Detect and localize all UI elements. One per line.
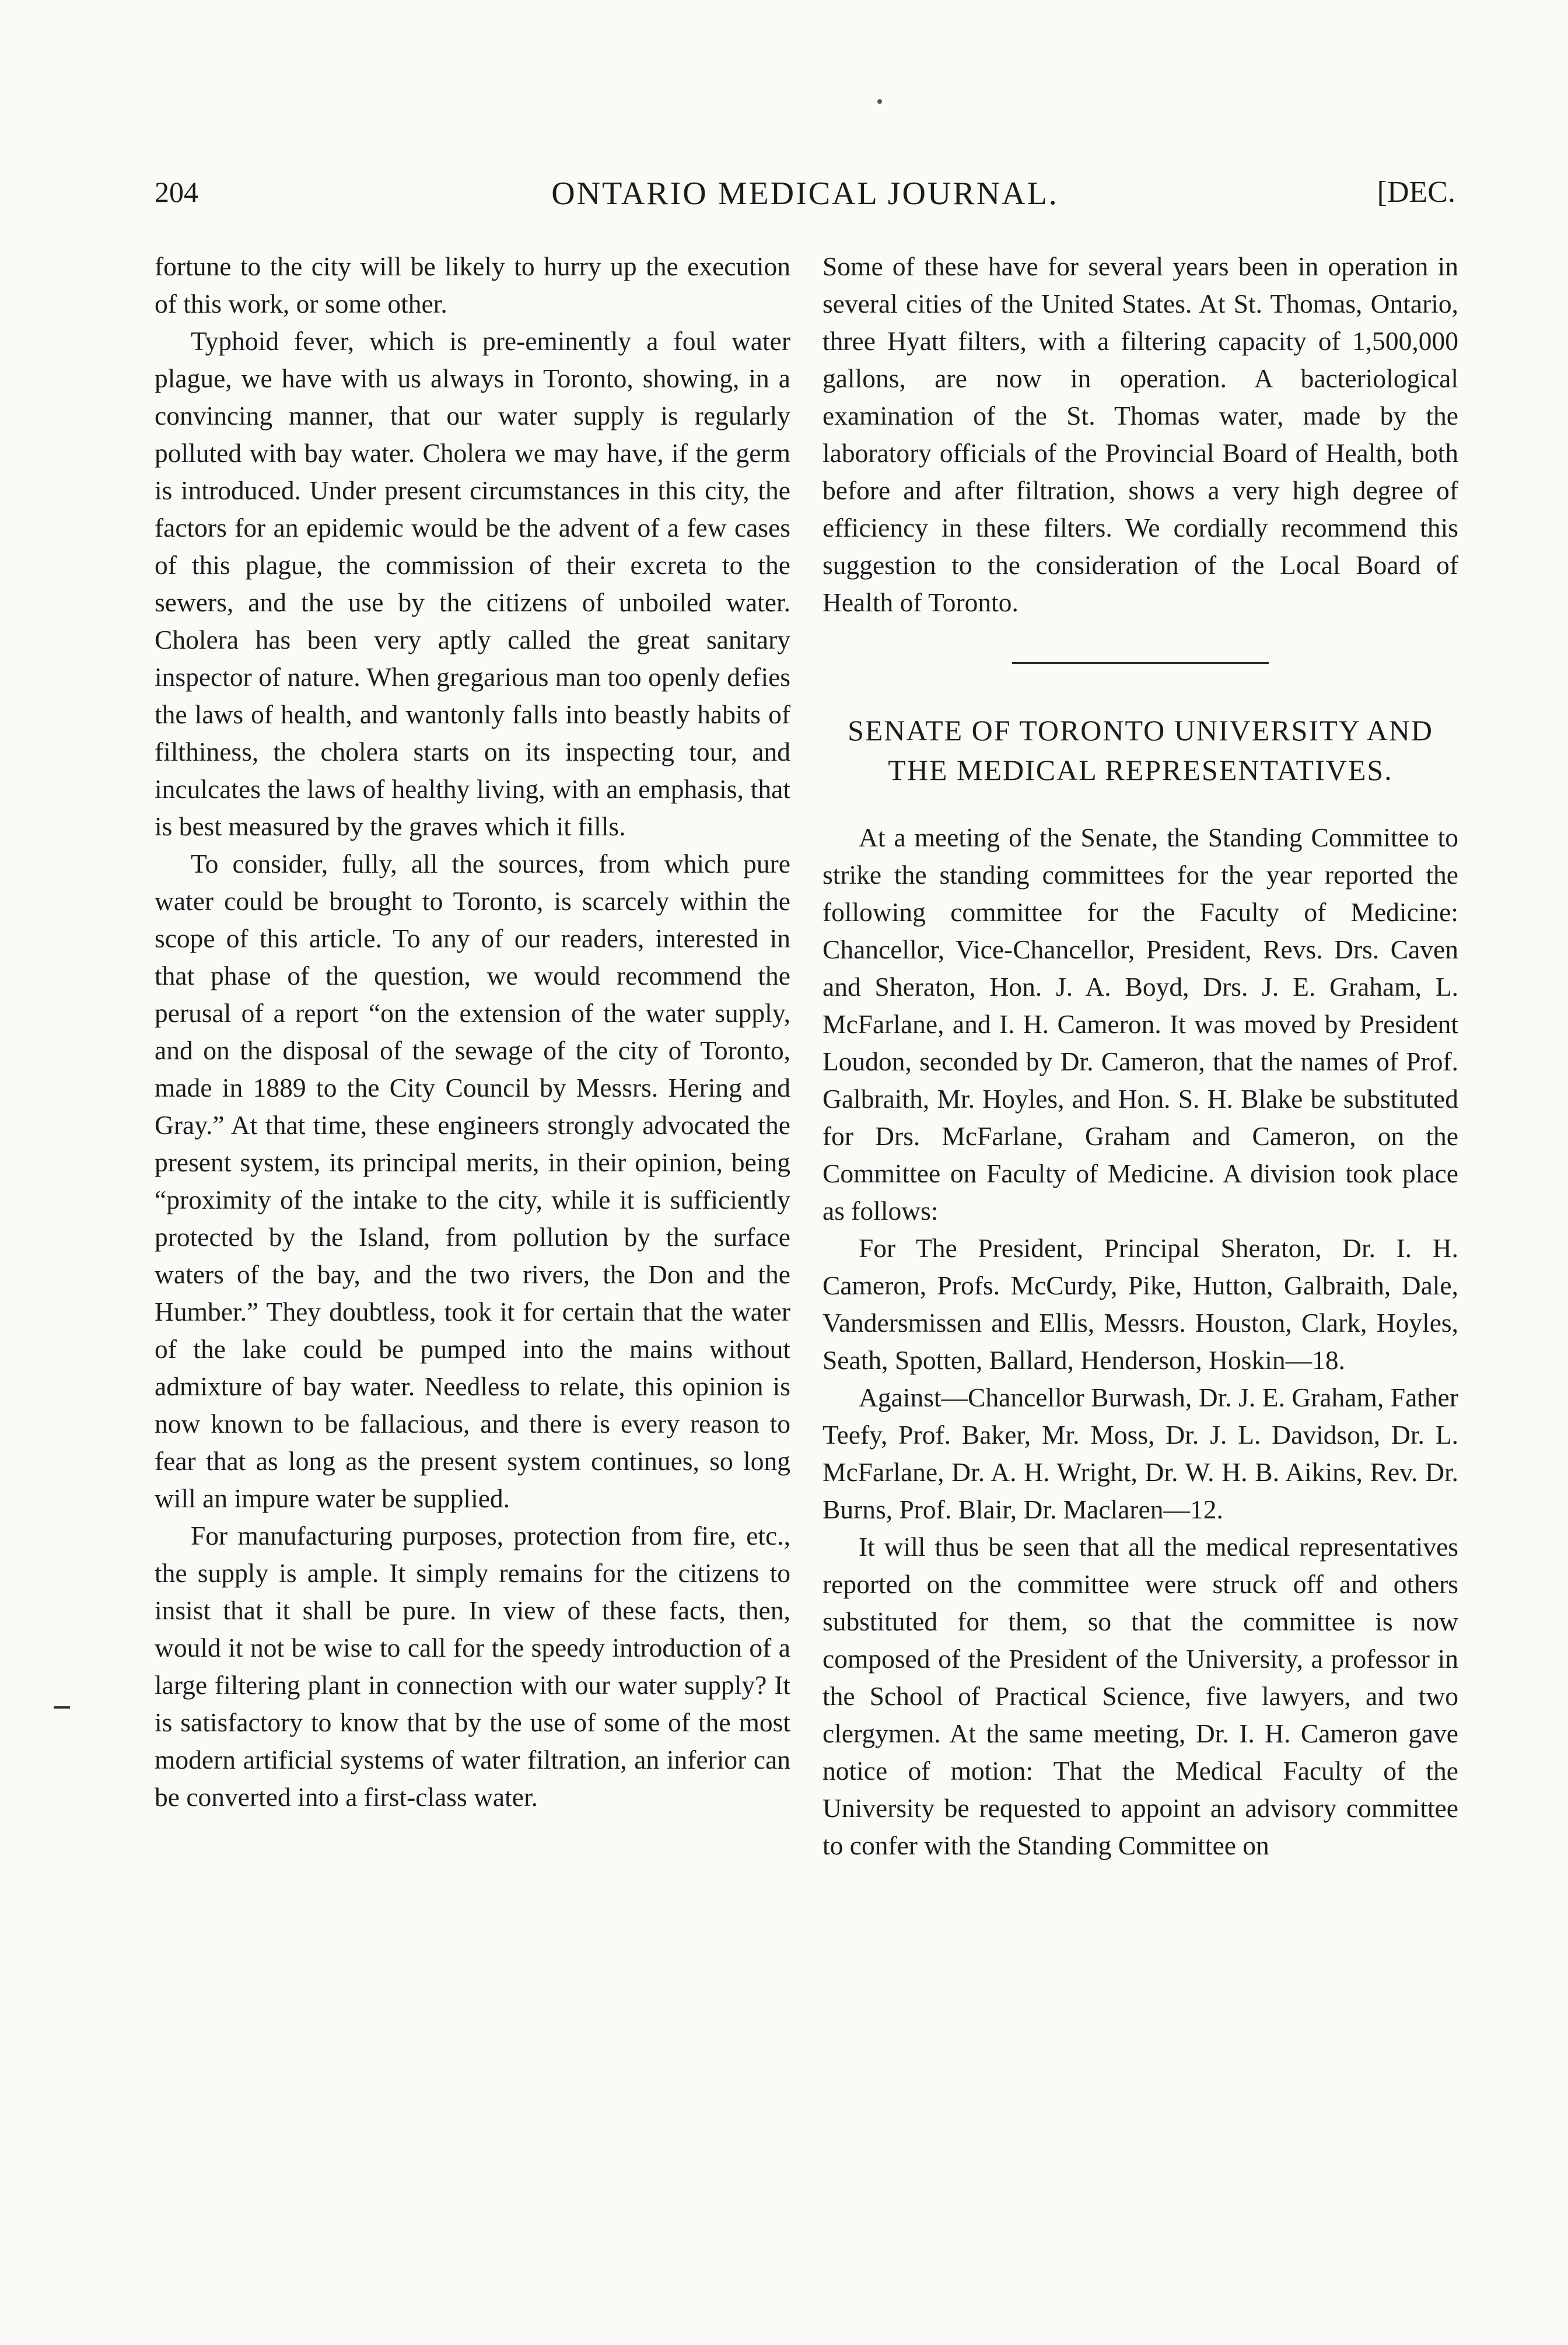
page-number: 204: [155, 176, 198, 208]
section-divider: [1012, 662, 1269, 664]
paragraph: At a meeting of the Senate, the Standing Committee to strike the standing committees for the year reported the following committee for the Faculty of Medicine: Chancellor, Vice-Chancellor, President, Revs. Drs. Caven and Sheraton, Hon. J. A. Boyd, Drs. J. E. Graham, L. McFarlane, and I. H. Cameron. It was moved by President Loudon, seconded by Dr. Cameron, that the names of Prof. Galbraith, Mr. Hoyles, and Hon. S. H. Blake be substituted for Drs. McFarlane, Graham and Cameron, on the Committee on Faculty of Medicine. A division took place as follows:: [822, 822, 1458, 1226]
margin-mark: [54, 1706, 70, 1709]
issue-month: [DEC.: [1377, 176, 1455, 209]
section-heading-line: SENATE OF TORONTO UNIVERSITY AND: [848, 714, 1433, 747]
paragraph: Against—Chancellor Burwash, Dr. J. E. Graham, Father Teefy, Prof. Baker, Mr. Moss, Dr. J. L. Davidson, Dr. L. McFarlane, Dr. A. H. Wright, Dr. W. H. B. Aikins, Rev. Dr. Burns, Prof. Blair, Dr. Maclaren—12.: [822, 1382, 1458, 1524]
paragraph: Some of these have for several years been in operation in several cities of the United States. At St. Thomas, Ontario, three Hyatt filters, with a filtering capacity of 1,500,000 gallons, are now in operation. A bacteriological examination of the St. Thomas water, made by the laboratory officials of the Provincial Board of Health, both before and after filtration, shows a very high degree of efficiency in these filters. We cordially recommend this suggestion to the consideration of the Local Board of Health of Toronto.: [822, 251, 1458, 617]
paragraph: For manufacturing purposes, protection from fire, etc., the supply is ample. It simply remains for the citizens to insist that it shall be pure. In view of these facts, then, would it not be wise to call for the speedy introduction of a large filtering plant in connection with our water supply? It is satisfactory to know that by the use of some of the most modern artificial systems of water filtration, an inferior can be converted into a first-class water.: [155, 1521, 790, 1812]
ink-speck: [877, 99, 882, 104]
paragraph: fortune to the city will be likely to hurry up the execution of this work, or some other.: [155, 251, 790, 318]
paragraph: Typhoid fever, which is pre-eminently a foul water plague, we have with us always in Toronto, showing, in a convincing manner, that our water supply is regularly polluted with bay water. Cholera we may have, if the germ is introduced. Under present circumstances in this city, the factors for an epidemic would be the advent of a few cases of this plague, the commission of their excreta to the sewers, and the use by the citizens of unboiled water. Cholera has been very aptly called the great sanitary inspector of nature. When gregarious man too openly defies the laws of health, and wantonly falls into beastly habits of filthiness, the cholera starts on its inspecting tour, and inculcates the laws of healthy living, with an emphasis, that is best measured by the graves which it fills.: [155, 326, 790, 841]
paragraph: To consider, fully, all the sources, from which pure water could be brought to Toronto, is scarcely within the scope of this article. To any of our readers, interested in that phase of the question, we would recommend the perusal of a report “on the extension of the water supply, and on the disposal of the sewage of the city of Toronto, made in 1889 to the City Council by Messrs. Hering and Gray.” At that time, these engineers strongly advocated the present system, its principal merits, in their opinion, being “proximity of the intake to the city, while it is sufficiently protected by the Island, from pollution by the surface waters of the bay, and the two rivers, the Don and the Humber.” They doubtless, took it for certain that the water of the lake could be pumped into the mains without admixture of bay water. Needless to relate, this opinion is now known to be fallacious, and there is every reason to fear that as long as the present system continues, so long will an impure water be supplied.: [155, 849, 790, 1513]
paragraph: It will thus be seen that all the medical representatives reported on the committee were struck off and others substituted for them, so that the committee is now composed of the President of the University, a professor in the School of Practical Science, five lawyers, and two clergymen. At the same meeting, Dr. I. H. Cameron gave notice of motion: That the Medical Faculty of the University be requested to appoint an advisory committee to confer with the Standing Committee on: [822, 1532, 1458, 1860]
page-header: [155, 175, 1455, 233]
left-column: [155, 248, 790, 1816]
right-column: [822, 248, 1458, 1864]
section-heading-line: THE MEDICAL REPRESENTATIVES.: [888, 754, 1393, 786]
journal-title: ONTARIO MEDICAL JOURNAL.: [551, 176, 1059, 212]
paragraph: For The President, Principal Sheraton, Dr. I. H. Cameron, Profs. McCurdy, Pike, Hutton, Galbraith, Dale, Vandersmissen and Ellis, Messrs. Houston, Clark, Hoyles, Seath, Spotten, Ballard, Henderson, Hoskin—18.: [822, 1233, 1458, 1375]
section-heading: [822, 710, 1458, 790]
